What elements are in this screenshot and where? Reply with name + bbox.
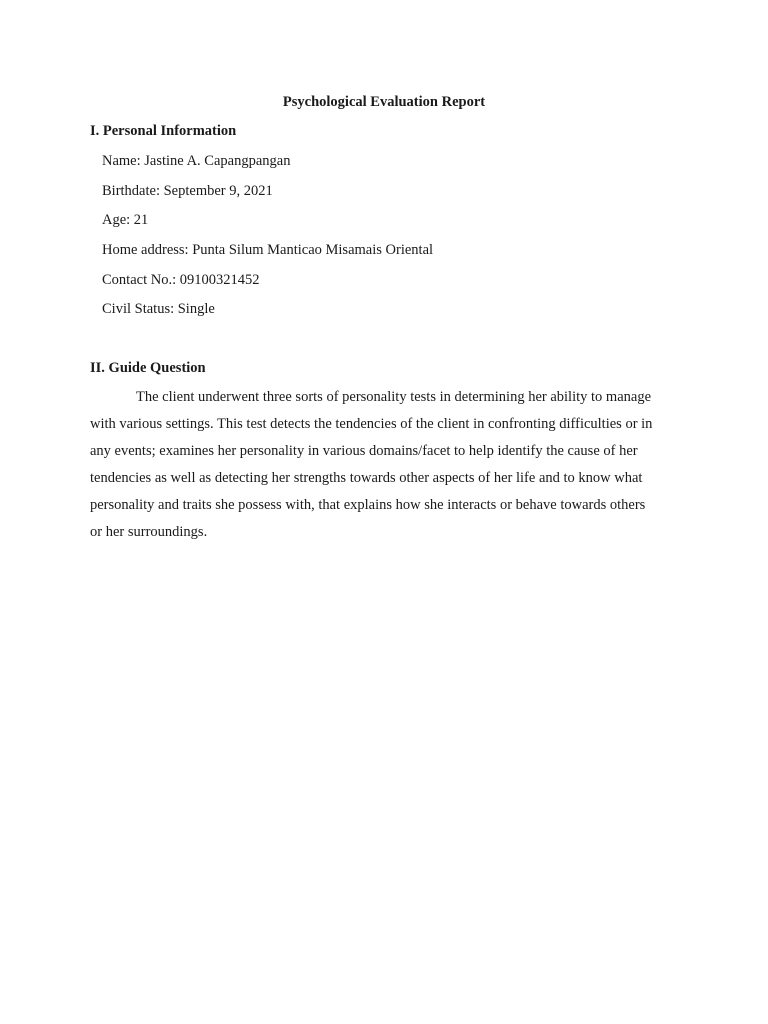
paragraph-line: personality and traits she possess with, that explains how she interacts or behave towards others: [90, 497, 646, 513]
paragraph-line: The client underwent three sorts of personality tests in determining her ability to manage: [136, 389, 652, 405]
paragraph-line: with various settings. This test detects the tendencies of the client in confronting difficulties or in: [90, 416, 653, 432]
section-heading-guide-question: II. Guide Question: [90, 360, 206, 376]
paragraph-line: any events; examines her personality in various domains/facet to help identify the cause of her: [90, 443, 638, 459]
document-title: Psychological Evaluation Report: [282, 94, 486, 110]
field-home-address: Home address: Punta Silum Manticao Misamais Oriental: [102, 242, 434, 259]
paragraph-line: tendencies as well as detecting her strengths towards other aspects of her life and to know what: [90, 470, 643, 486]
field-contact-number: Contact No.: 09100321452: [102, 271, 260, 288]
field-civil-status: Civil Status: Single: [102, 301, 215, 318]
guide-question-paragraph: [90, 387, 680, 549]
paragraph-line: or her surroundings.: [90, 524, 208, 540]
field-name: Name: Jastine A. Capangpangan: [102, 153, 291, 169]
field-birthdate: Birthdate: September 9, 2021: [102, 182, 273, 199]
personal-information-list: [102, 151, 433, 329]
section-heading-personal-information: I. Personal Information: [90, 123, 237, 139]
field-age: Age: 21: [102, 212, 149, 229]
